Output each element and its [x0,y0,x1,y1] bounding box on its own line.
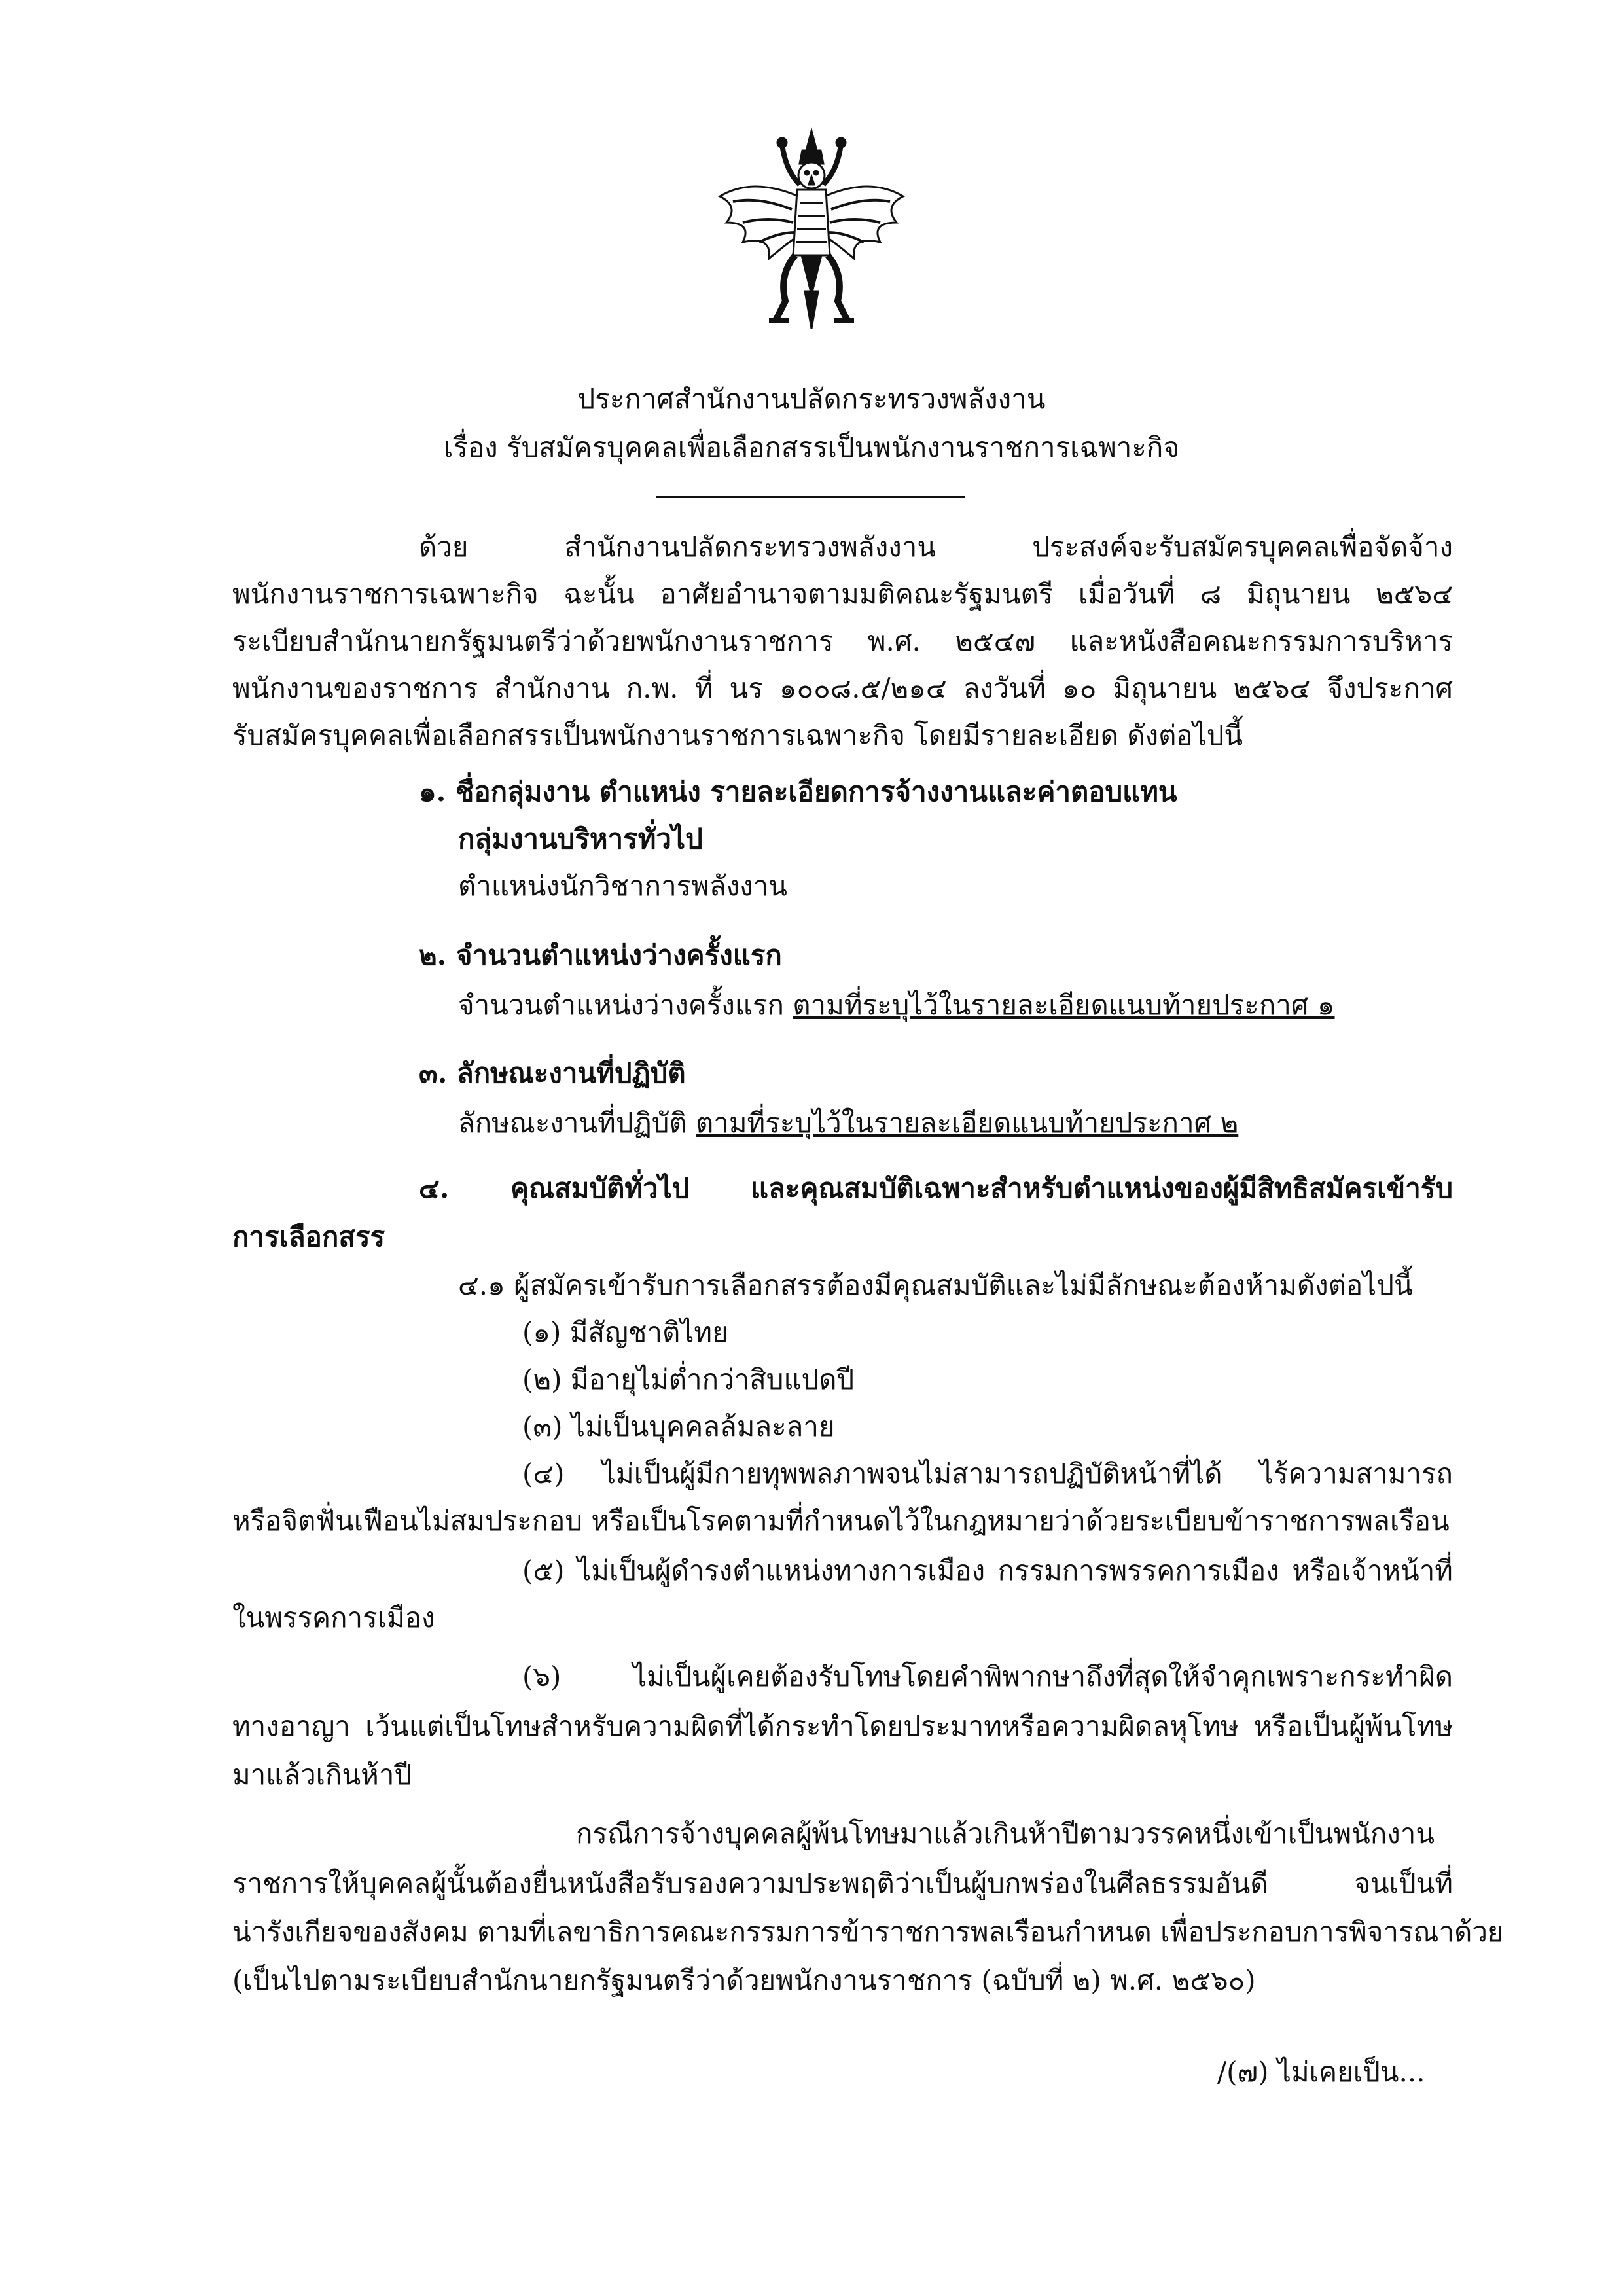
section-1-heading: ๑. ชื่อกลุ่มงาน ตำแหน่ง รายละเอียดการจ้างงานและค่าตอบแทน [419,776,1177,808]
qualification-4-line-2: หรือจิตฟั่นเฟือนไม่สมประกอบ หรือเป็นโรคตามที่กำหนดไว้ในกฎหมายว่าด้วยระเบียบข้าราชการพลเรือน [232,1505,1450,1537]
garuda-emblem-icon [713,124,910,334]
qualification-2: (๒) มีอายุไม่ต่ำกว่าสิบแปดปี [522,1363,855,1395]
section-3-text [458,1105,1238,1141]
qualification-5-line-2: ในพรรคการเมือง [232,1602,435,1634]
announcement-title: ประกาศสำนักงานปลัดกระทรวงพลังงาน [577,383,1046,415]
case-line-1: กรณีการจ้างบุคคลผู้พ้นโทษมาแล้วเกินห้าปีตามวรรคหนึ่งเข้าเป็นพนักงาน [576,1818,1435,1850]
intro-line-5: รับสมัครบุคคลเพื่อเลือกสรรเป็นพนักงานราชการเฉพาะกิจ โดยมีรายละเอียด ดังต่อไปนี้ [232,719,1243,751]
section-1-position: ตำแหน่งนักวิชาการพลังงาน [458,870,787,902]
section-2-heading: ๒. จำนวนตำแหน่งว่างครั้งแรก [419,939,782,971]
qualification-6-line-3: มาแล้วเกินห้าปี [232,1759,412,1791]
section-3-label: ลักษณะงานที่ปฏิบัติ [458,1107,696,1139]
section-3-attachment-ref: ตามที่ระบุไว้ในรายละเอียดแนบท้ายประกาศ ๒ [696,1107,1239,1139]
qualification-6-line-1: (๖) ไม่เป็นผู้เคยต้องรับโทษโดยคำพิพากษาถึงที่สุดให้จำคุกเพราะกระทำผิด [522,1660,1453,1693]
qualification-5-line-1: (๕) ไม่เป็นผู้ดำรงตำแหน่งทางการเมือง กรรมการพรรคการเมือง หรือเจ้าหน้าที่ [522,1554,1453,1587]
announcement-subject: เรื่อง รับสมัครบุคคลเพื่อเลือกสรรเป็นพนักงานราชการเฉพาะกิจ [444,431,1179,463]
title-divider [656,496,965,498]
qualification-1: (๑) มีสัญชาติไทย [522,1316,728,1348]
section-4-1: ๔.๑ ผู้สมัครเข้ารับการเลือกสรรต้องมีคุณสมบัติและไม่มีลักษณะต้องห้ามดังต่อไปนี้ [458,1269,1413,1301]
intro-line-3: ระเบียบสำนักนายกรัฐมนตรีว่าด้วยพนักงานราชการ พ.ศ. ๒๕๔๗ และหนังสือคณะกรรมการบริหาร [232,625,1453,657]
case-line-3: น่ารังเกียจของสังคม ตามที่เลขาธิการคณะกรรมการข้าราชการพลเรือนกำหนด เพื่อประกอบการพิจารณาด้วย [232,1916,1504,1948]
intro-line-4: พนักงานของราชการ สำนักงาน ก.พ. ที่ นร ๑๐๐๘.๕/๒๑๔ ลงวันที่ ๑๐ มิถุนายน ๒๕๖๔ จึงประกาศ [232,672,1453,704]
case-line-2: ราชการให้บุคคลผู้นั้นต้องยื่นหนังสือรับรองความประพฤติว่าเป็นผู้บกพร่องในศีลธรรมอันดี จนเป็นที่ [232,1867,1453,1899]
section-3-heading: ๓. ลักษณะงานที่ปฏิบัติ [419,1057,686,1089]
intro-line-1: ด้วย สำนักงานปลัดกระทรวงพลังงาน ประสงค์จะรับสมัครบุคคลเพื่อจัดจ้าง [419,531,1453,563]
qualification-3: (๓) ไม่เป็นบุคคลล้มละลาย [522,1410,835,1443]
section-2-attachment-ref: ตามที่ระบุไว้ในรายละเอียดแนบท้ายประกาศ ๑ [793,989,1335,1021]
qualification-4-line-1: (๔) ไม่เป็นผู้มีกายทุพพลภาพจนไม่สามารถปฏิบัติหน้าที่ได้ ไร้ความสามารถ [522,1458,1453,1490]
section-1-group: กลุ่มงานบริหารทั่วไป [458,823,703,855]
case-line-4: (เป็นไปตามระเบียบสำนักนายกรัฐมนตรีว่าด้วยพนักงานราชการ (ฉบับที่ ๒) พ.ศ. ๒๕๖๐) [232,1964,1256,1996]
section-2-text [458,987,1335,1024]
section-2-label: จำนวนตำแหน่งว่างครั้งแรก [458,989,793,1021]
section-4-heading-line-2: การเลือกสรร [232,1221,385,1253]
intro-line-2: พนักงานราชการเฉพาะกิจ ฉะนั้น อาศัยอำนาจตามมติคณะรัฐมนตรี เมื่อวันที่ ๘ มิถุนายน ๒๕๖๔ [232,578,1453,610]
section-4-heading-line-1: ๔. คุณสมบัติทั่วไป และคุณสมบัติเฉพาะสำหรับตำแหน่งของผู้มีสิทธิสมัครเข้ารับ [419,1172,1453,1204]
qualification-6-line-2: ทางอาญา เว้นแต่เป็นโทษสำหรับความผิดที่ได้กระทำโดยประมาทหรือความผิดลหุโทษ หรือเป็นผู้พ้นโทษ [232,1710,1453,1742]
page-continuation: /(๗) ไม่เคยเป็น... [1217,2056,1425,2088]
